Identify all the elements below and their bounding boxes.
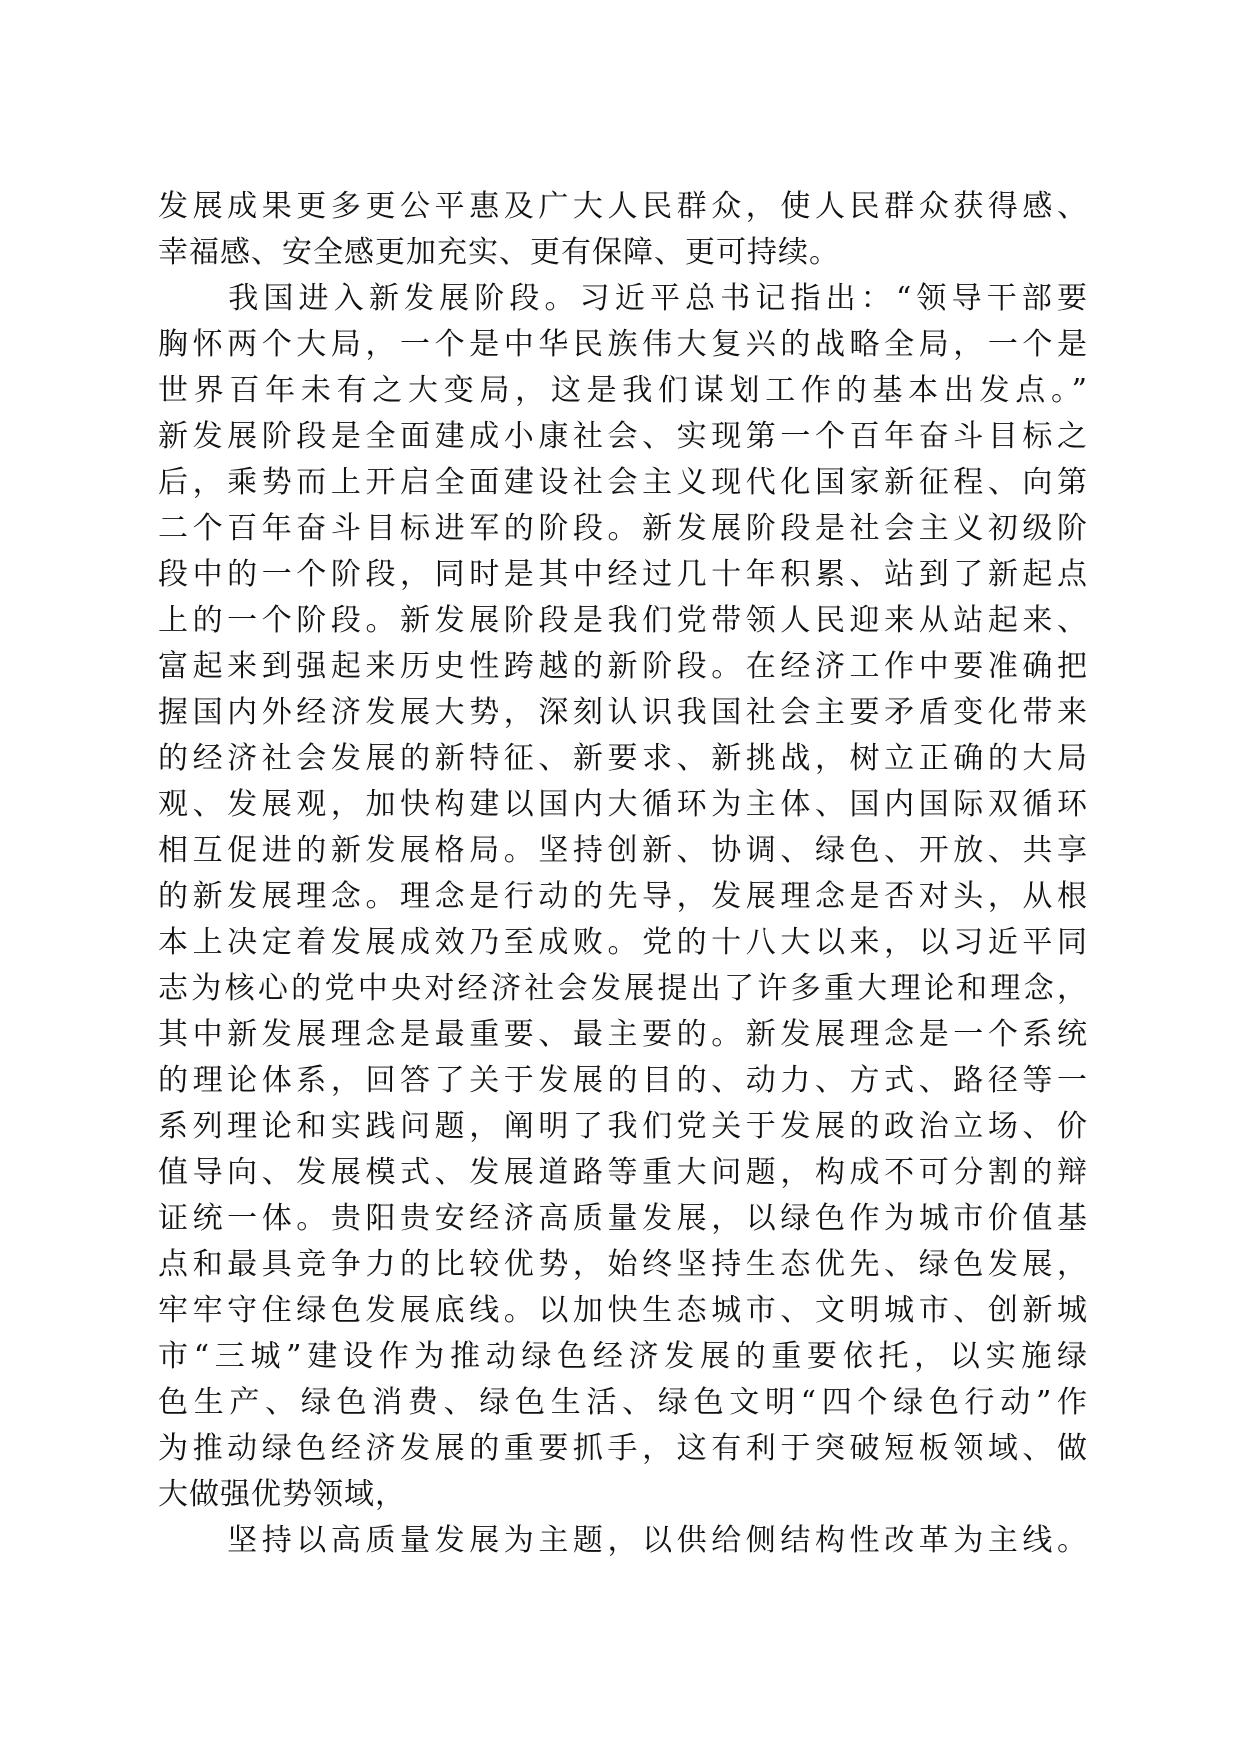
text-line: 其中新发展理念是最重要、最主要的。新发展理念是一个系统 [158, 1017, 1088, 1052]
text-line: 为推动绿色经济发展的重要抓手，这有利于突破短板领域、做 [158, 1431, 1088, 1466]
text-line: 大做强优势领域， [158, 1477, 406, 1512]
text-line: 的理论体系，回答了关于发展的目的、动力、方式、路径等一 [158, 1063, 1088, 1098]
text-line: 胸怀两个大局，一个是中华民族伟大复兴的战略全局，一个是 [158, 327, 1088, 362]
text-line: 段中的一个阶段，同时是其中经过几十年积累、站到了新起点 [158, 557, 1088, 592]
text-line: 富起来到强起来历史性跨越的新阶段。在经济工作中要准确把 [158, 649, 1088, 684]
text-line: 市“三城”建设作为推动绿色经济发展的重要依托，以实施绿 [158, 1339, 1088, 1374]
text-line: 证统一体。贵阳贵安经济高质量发展，以绿色作为城市价值基 [158, 1201, 1088, 1236]
text-line: 后，乘势而上开启全面建设社会主义现代化国家新征程、向第 [158, 465, 1088, 500]
text-line: 观、发展观，加快构建以国内大循环为主体、国内国际双循环 [158, 787, 1088, 822]
text-line: 相互促进的新发展格局。坚持创新、协调、绿色、开放、共享 [158, 833, 1088, 868]
text-line: 幸福感、安全感更加充实、更有保障、更可持续。 [158, 235, 840, 270]
text-line: 的经济社会发展的新特征、新要求、新挑战，树立正确的大局 [158, 741, 1088, 776]
text-line: 世界百年未有之大变局，这是我们谋划工作的基本出发点。” [158, 373, 1088, 408]
text-line: 握国内外经济发展大势，深刻认识我国社会主要矛盾变化带来 [158, 695, 1088, 730]
text-line: 坚持以高质量发展为主题，以供给侧结构性改革为主线。 [158, 1523, 1088, 1558]
text-line: 二个百年奋斗目标进军的阶段。新发展阶段是社会主义初级阶 [158, 511, 1088, 546]
text-line: 上的一个阶段。新发展阶段是我们党带领人民迎来从站起来、 [158, 603, 1088, 638]
text-line: 系列理论和实践问题，阐明了我们党关于发展的政治立场、价 [158, 1109, 1088, 1144]
text-line: 本上决定着发展成效乃至成败。党的十八大以来，以习近平同 [158, 925, 1088, 960]
text-line: 的新发展理念。理念是行动的先导，发展理念是否对头，从根 [158, 879, 1088, 914]
text-line: 志为核心的党中央对经济社会发展提出了许多重大理论和理念， [158, 971, 1088, 1006]
text-line: 我国进入新发展阶段。习近平总书记指出：“领导干部要 [158, 281, 1088, 316]
text-line: 新发展阶段是全面建成小康社会、实现第一个百年奋斗目标之 [158, 419, 1088, 454]
text-line: 发展成果更多更公平惠及广大人民群众，使人民群众获得感、 [158, 189, 1088, 224]
text-line: 牢牢守住绿色发展底线。以加快生态城市、文明城市、创新城 [158, 1293, 1088, 1328]
text-line: 点和最具竞争力的比较优势，始终坚持生态优先、绿色发展， [158, 1247, 1088, 1282]
text-line: 值导向、发展模式、发展道路等重大问题，构成不可分割的辩 [158, 1155, 1088, 1190]
body-text [158, 184, 1088, 1564]
text-line: 色生产、绿色消费、绿色生活、绿色文明“四个绿色行动”作 [158, 1385, 1088, 1420]
